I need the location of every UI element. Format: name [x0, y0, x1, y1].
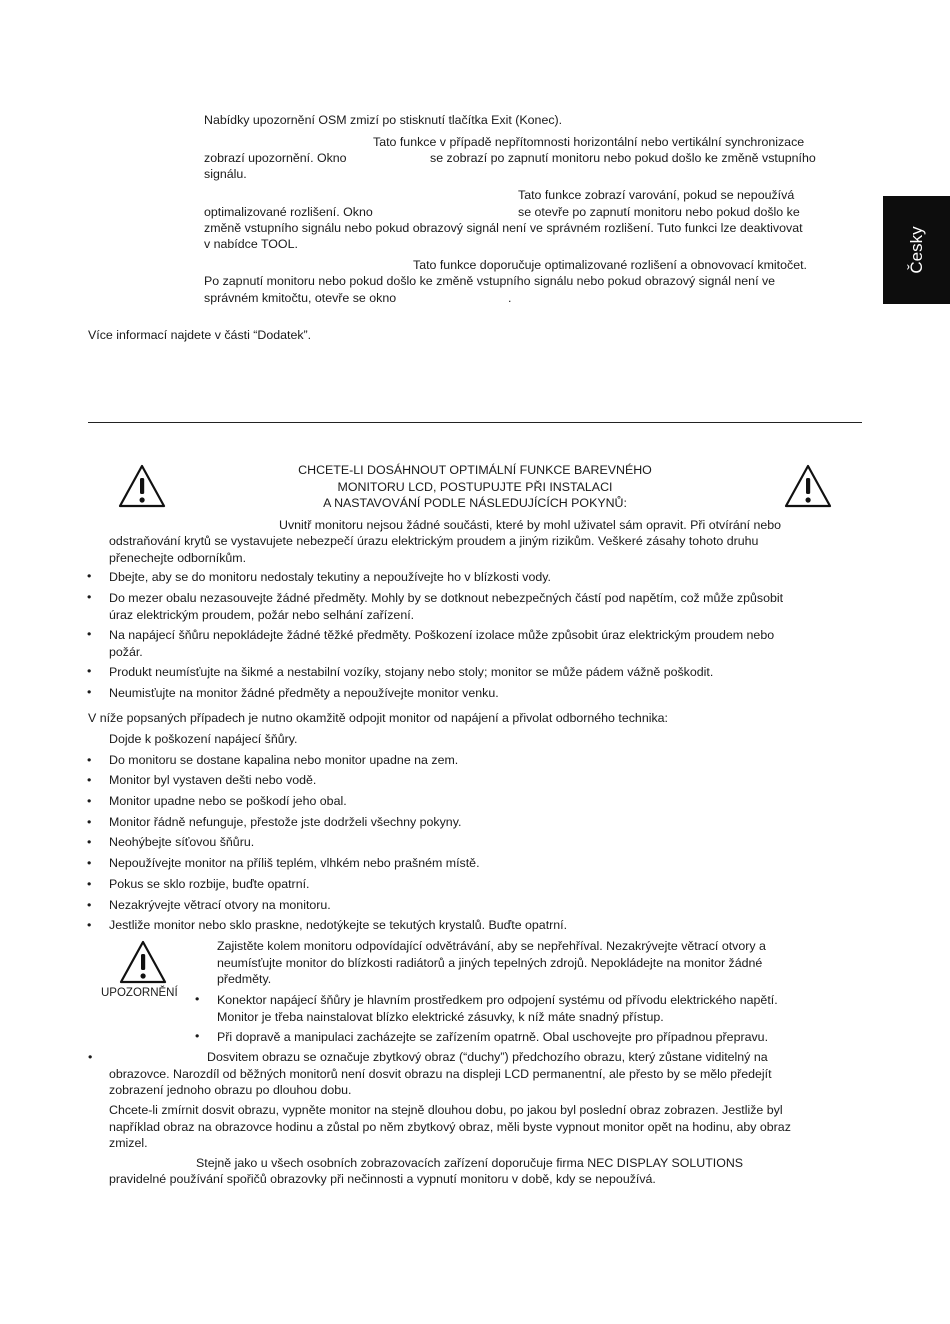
caution-text-line: předměty.	[217, 972, 272, 987]
list-item	[109, 590, 783, 623]
osm-p4-line2: Po zapnutí monitoru nebo pokud došlo ke změně vstupního signálu nebo pokud obrazový signál není ve	[204, 274, 776, 288]
list-item-text: požár.	[109, 644, 143, 659]
safety-heading-line: CHCETE-LI DOSÁHNOUT OPTIMÁLNÍ FUNKCE BAREVNÉHO	[298, 463, 652, 477]
safety-heading-line: A NASTAVOVÁNÍ PODLE NÁSLEDUJÍCÍCH POKYNŮ:	[323, 496, 627, 511]
list-item	[109, 569, 551, 586]
reduce-line: například obraz na obrazovce hodinu a zůstal po něm zbytkový obraz, měli byste vypnout monitor opět na hodinu, aby obraz	[109, 1119, 791, 1134]
list-item-text: • Dbejte, aby se do monitoru nedostaly tekutiny a nepoužívejte ho v blízkosti vody.	[109, 570, 551, 584]
safety-intro-line3: přenechejte odborníkům.	[109, 551, 247, 565]
image-persistence-line2: obrazovce. Narozdíl od běžných monitorů není dosvit obrazu na displeji LCD permanentní, ale přesto by se mělo předejít	[109, 1067, 772, 1081]
reduce-line: Chcete-li zmírnit dosvit obrazu, vypněte monitor na stejně dlouhou dobu, po jakou byl poslední obraz zobrazen. Jestliže byl	[109, 1103, 783, 1117]
caution-warning-icon	[119, 940, 167, 984]
osm-paragraph-1: Nabídky upozornění OSM zmizí po stisknutí tlačítka Exit (Konec).	[204, 113, 563, 127]
osm-p2-line2b: se zobrazí po zapnutí monitoru nebo pokud došlo ke změně vstupního	[430, 151, 816, 165]
osm-p2-line3: signálu.	[204, 167, 247, 181]
caution-text	[217, 938, 766, 988]
list-item: • Nezakrývejte větrací otvory na monitoru.	[109, 897, 331, 913]
osm-p3-line2a: optimalizované rozlišení. Okno	[204, 205, 373, 219]
list-item	[109, 685, 499, 702]
list-item-text: úraz elektrickým proudem, požár nebo selhání zařízení.	[109, 607, 415, 622]
osm-p3-line1: Tato funkce zobrazí varování, pokud se nepoužívá	[518, 188, 795, 202]
list-item: • Neohýbejte síťovou šňůru.	[109, 834, 254, 850]
list-item-text: • Konektor napájecí šňůry je hlavním prostředkem pro odpojení systému od přívodu elektrického napětí.	[217, 993, 778, 1007]
safety-heading-line: MONITORU LCD, POSTUPUJTE PŘI INSTALACI	[337, 479, 613, 494]
osm-p2-line1: Tato funkce v případě nepřítomnosti horizontální nebo vertikální synchronizace	[373, 135, 805, 149]
list-item	[217, 992, 778, 1025]
list-item: • Monitor byl vystaven dešti nebo vodě.	[109, 772, 316, 788]
nec-line1: Stejně jako u všech osobních zobrazovacích zařízení doporučuje firma NEC DISPLAY SOLUTIONS	[196, 1156, 744, 1170]
osm-p3-line2b: se otevře po zapnutí monitoru nebo pokud došlo ke	[518, 205, 800, 219]
list-item: • Do monitoru se dostane kapalina nebo monitor upadne na zem.	[109, 752, 458, 768]
warning-icon	[118, 464, 166, 508]
list-item-text: Monitor je třeba nainstalovat blízko elektrické zásuvky, k níž máte snadný přístup.	[217, 1009, 664, 1024]
safety-heading	[230, 462, 720, 512]
list-item	[109, 664, 713, 681]
list-item	[217, 1029, 768, 1046]
list-item: • Pokus se sklo rozbije, buďte opatrní.	[109, 876, 309, 892]
list-item: • Monitor upadne nebo se poškodí jeho obal.	[109, 793, 347, 809]
section-divider	[88, 422, 862, 423]
warning-icon	[784, 464, 832, 508]
caution-label: UPOZORNĚNÍ	[101, 987, 178, 999]
image-persistence-line1: Dosvitem obrazu se označuje zbytkový obraz (“duchy”) předchozího obrazu, který zůstane viditelný na	[207, 1050, 768, 1064]
image-persistence-line3: zobrazení jednoho obrazu po dlouhou dobu.	[109, 1083, 352, 1097]
more-info: Více informací najdete v části “Dodatek”.	[88, 328, 312, 342]
nec-line2: pravidelné používání spořičů obrazovky při nečinnosti a vypnutí monitoru v době, kdy se nepoužívá.	[109, 1172, 656, 1186]
list-item-text: • Při dopravě a manipulaci zacházejte se zařízením opatrně. Obal uschovejte pro případnou přepravu.	[217, 1030, 769, 1044]
osm-p3-line4: v nabídce TOOL.	[204, 237, 298, 251]
disconnect-first: Dojde k poškození napájecí šňůry.	[109, 732, 298, 746]
list-item-text: • Do mezer obalu nezasouvejte žádné předměty. Mohly by se dotknout nebezpečných částí pod napětím, což může způsobit	[109, 591, 784, 605]
language-tab	[883, 196, 950, 304]
list-item	[109, 627, 774, 660]
list-item: • Nepoužívejte monitor na příliš teplém, vlhkém nebo prašném místě.	[109, 855, 480, 871]
list-item: • Monitor řádně nefunguje, přestože jste dodrželi všechny pokyny.	[109, 814, 461, 830]
caution-text-line: neumísťujte monitor do blízkosti radiátorů a jiných tepelných zdrojů. Nepokládejte na monitor žádné	[217, 955, 763, 970]
reduce-line: zmizel.	[109, 1136, 148, 1151]
list-item-text: • Produkt neumísťujte na šikmé a nestabilní vozíky, stojany nebo stoly; monitor se může pádem vážně poškodit.	[109, 665, 714, 679]
safety-intro-line2: odstraňování krytů se vystavujete nebezpečí úrazu elektrickým proudem a jiným rizikům. Veškeré zásahy tohoto druhu	[109, 534, 759, 548]
list-item-text: • Neumisťujte na monitor žádné předměty a nepoužívejte monitor venku.	[109, 686, 499, 700]
osm-p3-line3: změně vstupního signálu nebo pokud obrazový signál není ve správném rozlišení. Tuto funkci lze deaktivovat	[204, 221, 803, 235]
safety-intro-line1: Uvnitř monitoru nejsou žádné součásti, které by mohl uživatel sám opravit. Při otvírání nebo	[279, 518, 782, 532]
osm-p4-line3a: správném kmitočtu, otevře se okno	[204, 291, 397, 305]
reduce-paragraph	[109, 1102, 791, 1152]
list-item: • Jestliže monitor nebo sklo praskne, nedotýkejte se tekutých krystalů. Buďte opatrní.	[109, 917, 567, 933]
caution-text-line: Zajistěte kolem monitoru odpovídající odvětrávání, aby se nepřehříval. Nezakrývejte větrací otvory a	[217, 939, 766, 953]
osm-p4-line1: Tato funkce doporučuje optimalizované rozlišení a obnovovací kmitočet.	[413, 258, 807, 272]
bullet-marker: •	[88, 1050, 93, 1064]
osm-p2-line2a: zobrazí upozornění. Okno	[204, 151, 347, 165]
language-tab-label: Česky	[906, 226, 926, 274]
list-item-text: • Na napájecí šňůru nepokládejte žádné těžké předměty. Poškození izolace může způsobit úraz elektrickým proudem nebo	[109, 628, 775, 642]
disconnect-intro: V níže popsaných případech je nutno okamžitě odpojit monitor od napájení a přivolat odborného technika:	[88, 711, 668, 725]
osm-p4-line3b: .	[508, 291, 512, 305]
